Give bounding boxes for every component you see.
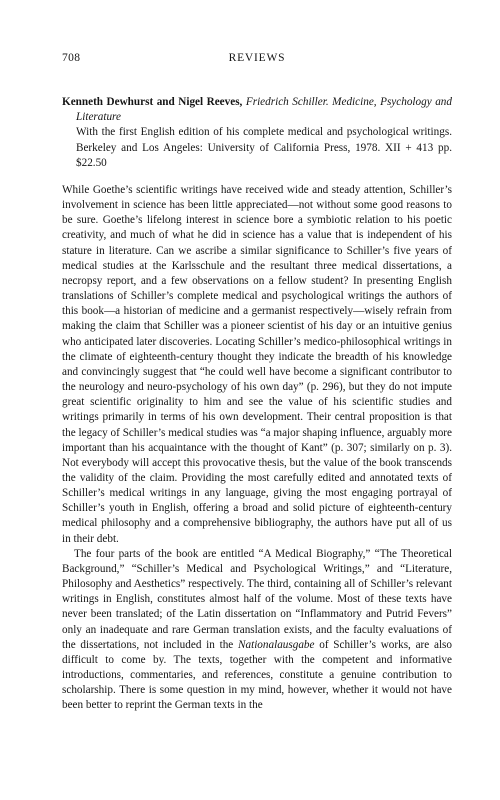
review-body — [62, 183, 452, 713]
citation-title: Friedrich Schiller. Medicine, Psychology and Literature — [76, 96, 452, 124]
page-number: 708 — [62, 52, 81, 64]
citation-authors: Kenneth Dewhurst and Nigel Reeves, — [62, 96, 243, 108]
running-header — [62, 52, 452, 68]
citation-publication: Berkeley and Los Angeles: University of California Press, 1978. XII + 413 pp. $22.50 — [76, 141, 452, 169]
citation-subtitle: With the first English edition of his complete medical and psychological writings. — [76, 126, 452, 139]
paragraph-2-end: of Schiller’s works, are also difficult to come by. The texts, together with the competent and informative introductions, commentaries, and references, constitute a genuine contribution to scholarship. There is some question in my mind, however, whether it would not have been better to reprint the German texts in the — [62, 638, 453, 712]
citation-heading — [62, 95, 452, 125]
book-citation — [62, 95, 452, 171]
citation-details — [62, 125, 452, 171]
review-page — [62, 52, 452, 713]
review-paragraph-1: While Goethe’s scientific writings have received wide and steady attention, Schiller’s involvement in science has been little appreciated—not without some good reasons to be sure. Goethe’s lifelong interest in science bore a symbiotic relation to his poetic creativity, and much of what he did in science has a value that is independent of his stature in literature. Can we ascribe a similar significance to Schiller’s five years of medical studies at the Karlsschule and the resultant three medical dissertations, a necropsy report, and a few observations on a fellow student? In presenting English translations of Schiller’s complete medical and psychological writings the authors of this book—a historian of medicine and a germanist respectively—wisely refrain from making the claim that Schiller was a pioneer scientist of his day or an intuitive genius who anticipated later discoveries. Locating Schiller’s medico-philosophical writings in the climate of eighteenth-century thought they indicate the breadth of his knowledge and convincingly suggest that “he could well have become a significant contributor to the neurology and neuro-psychology of his own day” (p. 296), but they do not impute great scientific originality to him and see the value of his scientific studies and writings primarily in terms of his own development. Their central proposition is that the legacy of Schiller’s medical studies was “a major shaping influence, arguably more important than his acquaintance with the thought of Kant” (p. 307; similarly on p. 3). Not everybody will accept this provocative thesis, but the value of the book transcends the validity of the claim. Providing the most carefully edited and annotated texts of Schiller’s medical writings in any language, giving the most engaging portrayal of Schiller’s youth in English, offering a broad and solid picture of eighteenth-century medical philosophy and a comprehensive bibliography, the authors have put all of us in their debt. — [62, 184, 452, 545]
section-title: REVIEWS — [228, 52, 286, 64]
review-paragraph-2 — [62, 547, 452, 714]
paragraph-2-start: The four parts of the book are entitled “A Medical Biography,” “The Theoretical Background,” “Schiller’s Medical and Psychological Writings,” and “Literature, Philosophy and Aesthetics” respectively. The third, containing all of Schiller’s relevant writings in English, constitutes almost half of the volume. Most of these texts have never been translated; of the Latin dissertation on “Inflammatory and Putrid Fevers” only an inadequate and rare German translation exists, and the faculty evaluations of the dissertations, not included in the — [62, 547, 452, 651]
nationalausgabe-title: Nationalausgabe — [238, 638, 315, 651]
